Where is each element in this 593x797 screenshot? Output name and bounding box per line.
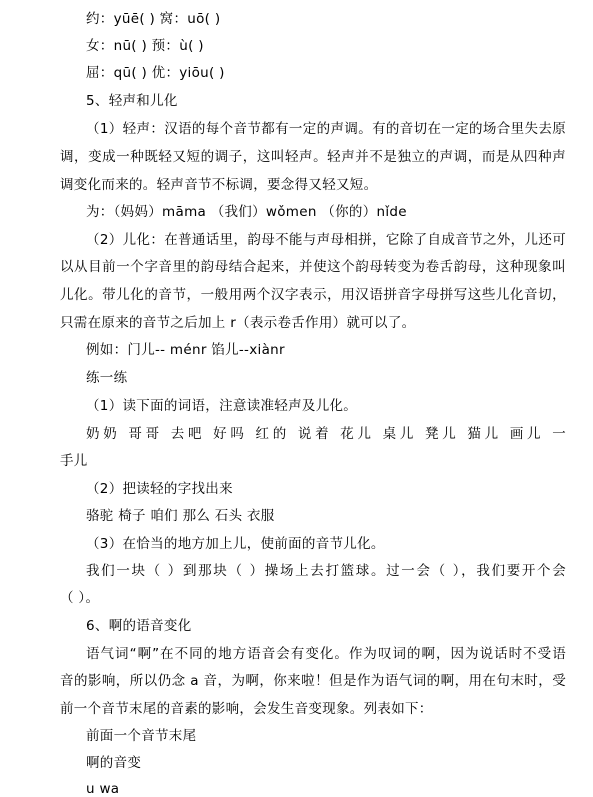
example-line-neutral-tone: 为：（妈妈）māma （我们）wǒmen （你的）nǐde bbox=[86, 204, 407, 220]
exercise-instruction: （1）读下面的词语，注意读准轻声及儿化。 bbox=[86, 398, 358, 414]
paragraph-line: 音的影响，所以仍念 a 音，为啊，你来啦！但是作为语气词的啊，用在句末时，受 bbox=[60, 673, 566, 689]
paragraph-line: （1）轻声：汉语的每个音节都有一定的声调。有的音切在一定的场合里失去原 bbox=[86, 121, 566, 137]
table-row: u wa bbox=[86, 781, 120, 797]
section-heading-a-variation: 6、啊的语音变化 bbox=[86, 618, 192, 634]
paragraph-line: 调，变成一种既轻又短的调子，这叫轻声。轻声并不是独立的声调，而是从四种声 bbox=[60, 149, 566, 165]
paragraph-line: 语气词“啊”在不同的地方语音会有变化。作为叹词的啊，因为说话时不受语 bbox=[86, 646, 566, 662]
paragraph-line: 前一个音节末尾的音素的影响，会发生音变现象。列表如下： bbox=[60, 701, 433, 717]
word-list-line: 奶奶 哥哥 去吧 好吗 红的 说着 花儿 桌儿 凳儿 猫儿 画儿 一 bbox=[86, 426, 566, 442]
table-header-cell: 前面一个音节末尾 bbox=[86, 728, 197, 744]
fill-blank-line: 我们一块（ ）到那块（ ）操场上去打篮球。过一会（ ），我们要开个会 bbox=[86, 563, 566, 579]
table-header-cell: 啊的音变 bbox=[86, 755, 142, 771]
section-heading-practice: 练一练 bbox=[86, 370, 128, 386]
word-list-line: 手儿 bbox=[60, 453, 88, 469]
pinyin-exercise-line-1: 约：yūē( ) 窝：uō( ) bbox=[86, 11, 221, 27]
exercise-instruction: （3）在恰当的地方加上儿，使前面的音节儿化。 bbox=[86, 536, 385, 552]
pinyin-exercise-line-3: 屈：qū( ) 优：yiōu( ) bbox=[86, 65, 225, 81]
paragraph-line: 只需在原来的音节之后加上 r（表示卷舌作用）就可以了。 bbox=[60, 315, 416, 331]
paragraph-line: （2）儿化：在普通话里，韵母不能与声母相拼，它除了自成音节之外，儿还可 bbox=[86, 232, 566, 248]
pinyin-exercise-line-2: 女：nū( ) 预：ù( ) bbox=[86, 38, 204, 54]
paragraph-line: 以从目前一个字音里的韵母结合起来，并使这个韵母转变为卷舌韵母，这种现象叫 bbox=[60, 259, 566, 275]
paragraph-line: 调变化而来的。轻声音节不标调，要念得又轻又短。 bbox=[60, 177, 378, 193]
section-heading-neutral-tone: 5、轻声和儿化 bbox=[86, 93, 178, 109]
example-line-erhua: 例如：门儿-- ménr 馅儿--xiànr bbox=[86, 342, 285, 358]
paragraph-line: 儿化。带儿化的音节，一般用两个汉字表示，用汉语拼音字母拼写这些儿化音切， bbox=[60, 287, 566, 303]
exercise-instruction: （2）把读轻的字找出来 bbox=[86, 481, 233, 497]
fill-blank-line: （ ）。 bbox=[60, 590, 100, 606]
word-list-line: 骆驼 椅子 咱们 那么 石头 衣服 bbox=[86, 508, 275, 524]
